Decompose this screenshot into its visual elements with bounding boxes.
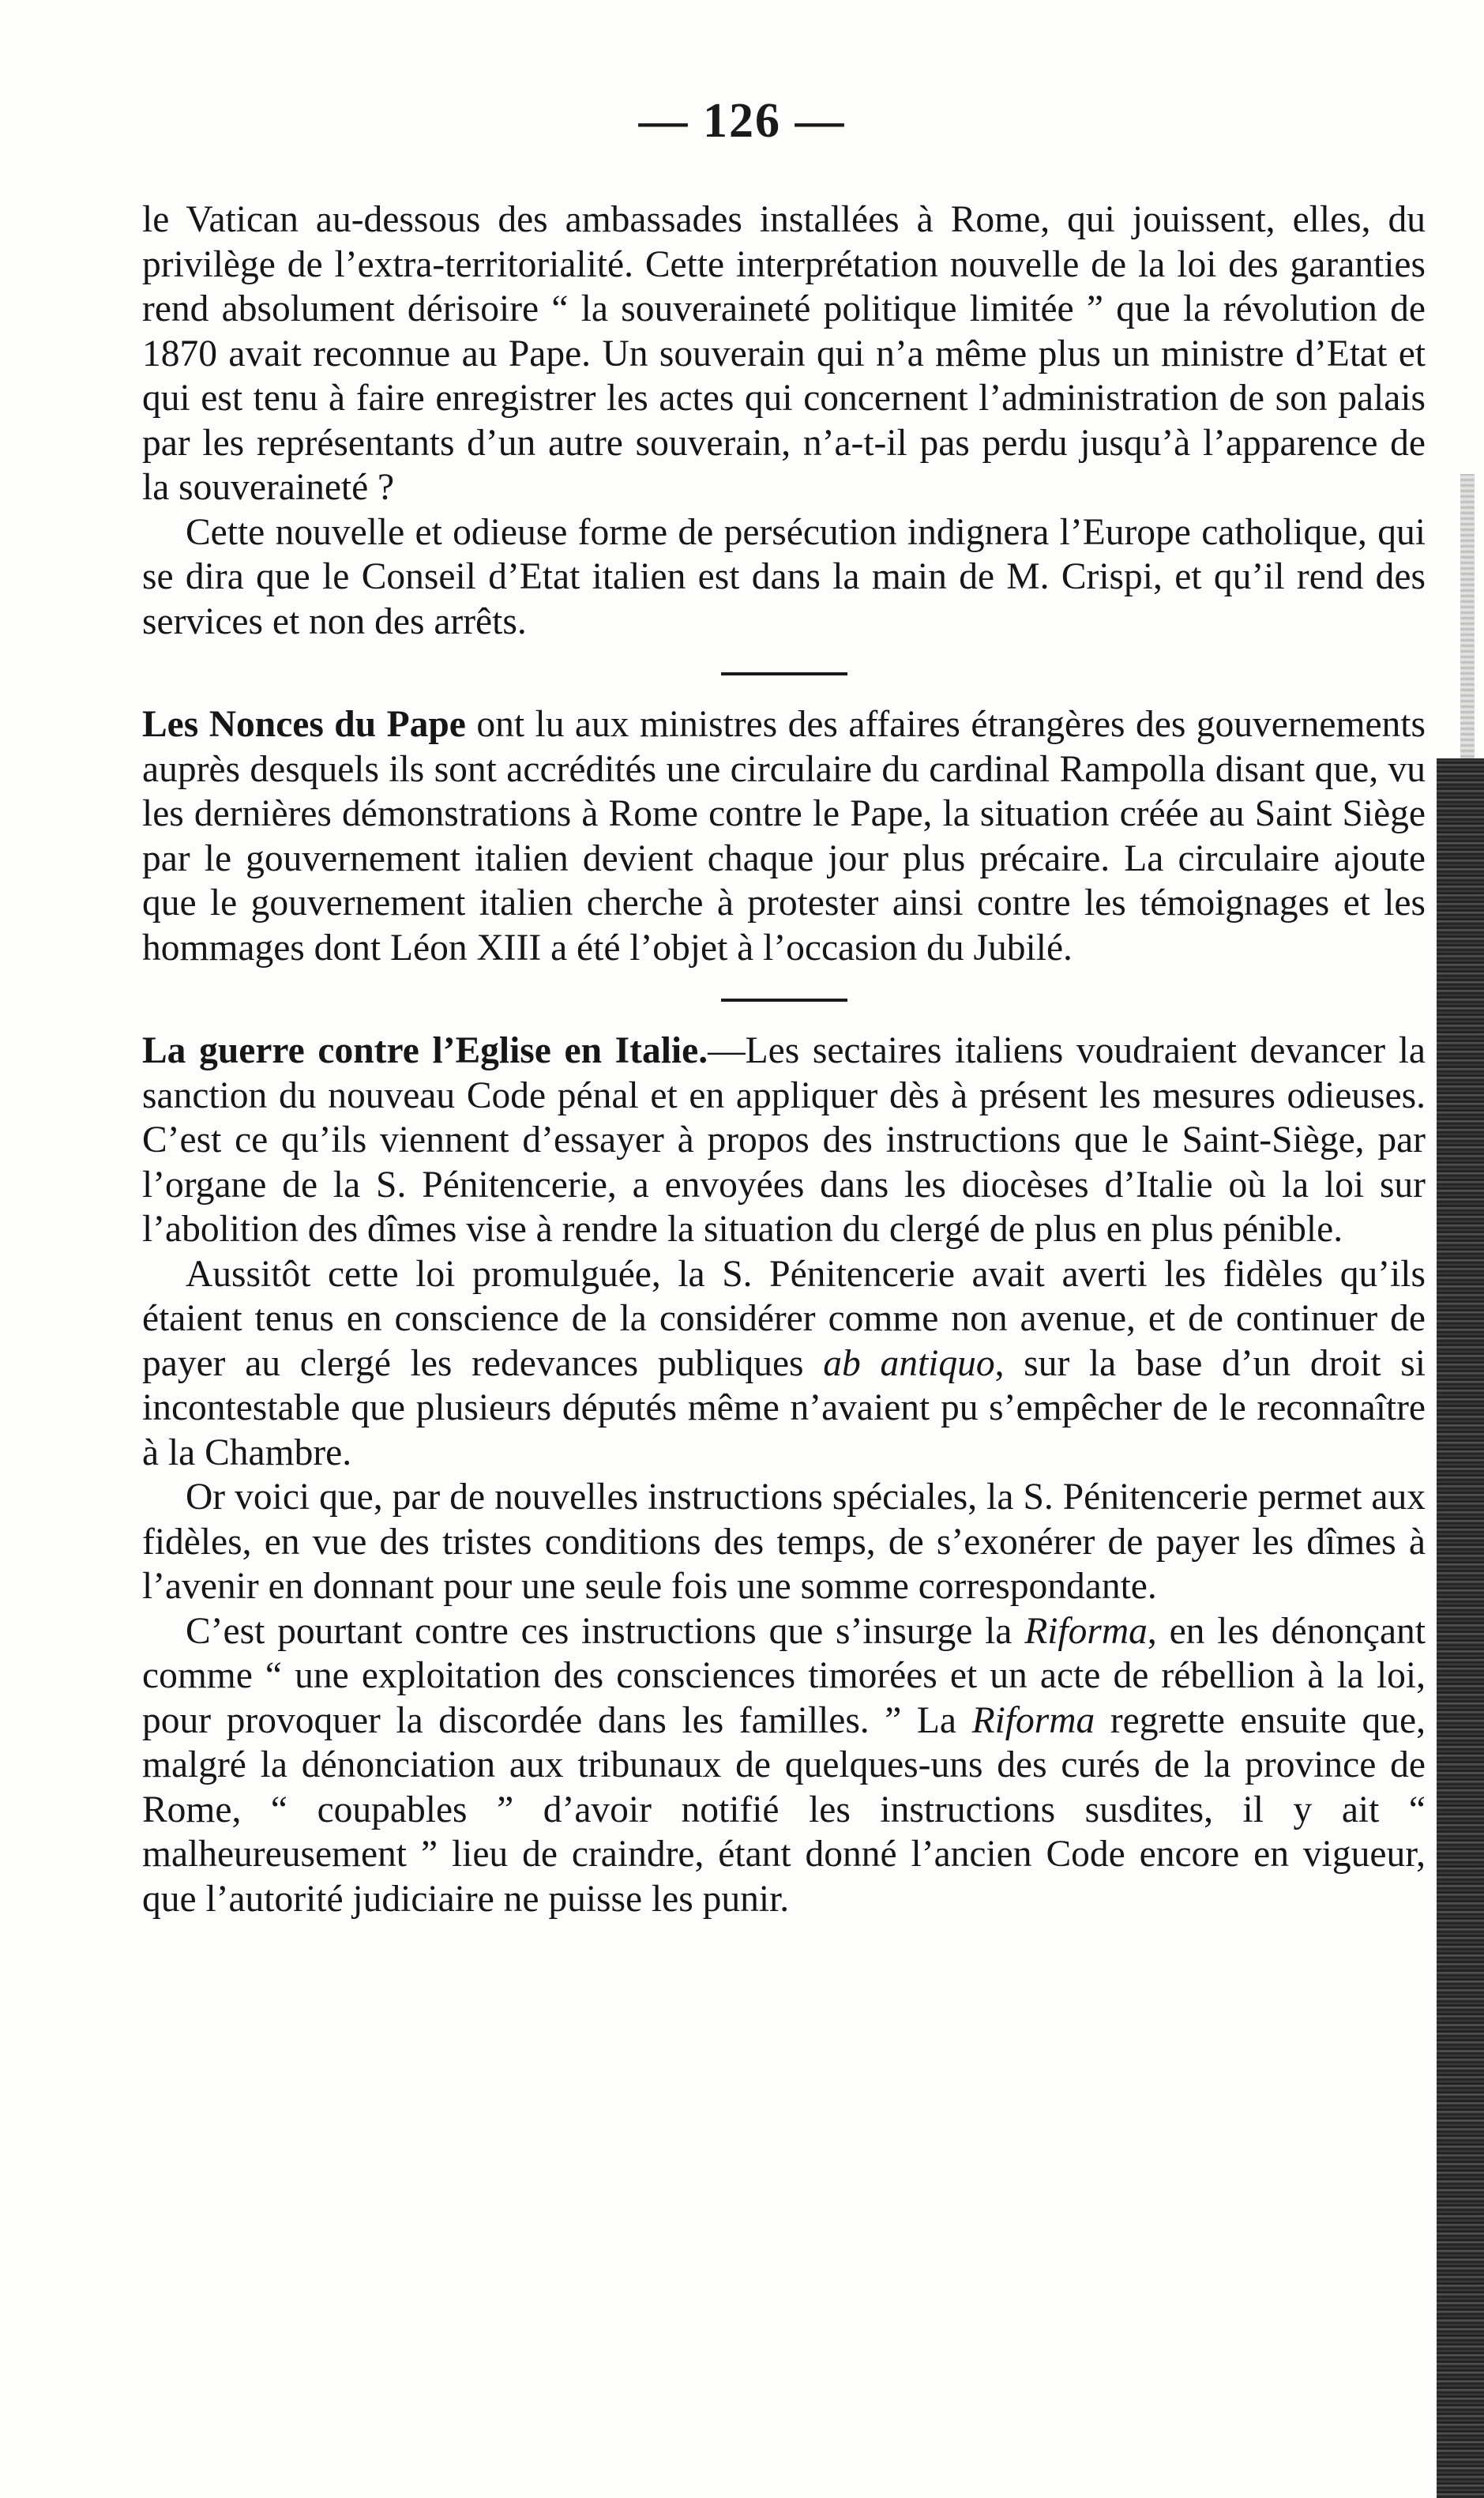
section-divider bbox=[721, 999, 847, 1002]
section-heading-guerre: La guerre contre l’Eglise en Italie. bbox=[142, 1030, 708, 1071]
paragraph-riforma-text-a: C’est pourtant contre ces instructions que s’insurge la bbox=[186, 1610, 1025, 1652]
paragraph-penitencerie-text-b: , sur la base d’un droit si incontestable que plusieurs députés même n’avaient pu s’empêcher de le reconnaître à la Chambre. bbox=[142, 1342, 1426, 1473]
page-number: — 126 — bbox=[638, 94, 846, 148]
paragraph-riforma-text-c: regrette ensuite que, malgré la dénonciation aux tribunaux de quelques-uns des curés de la province de Rome, “ coupables ” d’avoir notifié les instructions susdites, il y ait “ malheureusement ” lieu de craindre, étant donné l’ancien Code encore en vigueur, que l’autorité judiciaire ne puisse les punir. bbox=[142, 1699, 1426, 1920]
paragraph-vatican: le Vatican au-dessous des ambassades installées à Rome, qui jouissent, elles, du privilège de l’extra-territorialité. Cette interprétation nouvelle de la loi des garanties rend absolument dérisoire “ la souveraineté politique limitée ” que la révolution de 1870 avait reconnue au Pape. Un souverain qui n’a même plus un ministre d’Etat et qui est tenu à faire enregistrer les actes qui concernent l’administration de son palais par les représentants d’un autre souverain, n’a-t-il pas perdu jusqu’à l’apparence de la souveraineté ? bbox=[142, 199, 1426, 508]
paragraph-guerre bbox=[142, 1029, 1426, 1252]
paragraph-riforma-text-b: , en les dénonçant comme “ une exploitation des consciences timorées et un acte de rébellion à la loi, pour provoquer la discordée dans les familles. ” La bbox=[142, 1610, 1426, 1741]
article-body bbox=[142, 198, 1426, 1921]
scan-edge-shadow bbox=[1460, 474, 1475, 758]
paragraph-riforma bbox=[142, 1609, 1426, 1922]
paragraph-nonces-text: ont lu aux ministres des affaires étrangères des gouvernements auprès desquels ils sont accrédités une circulaire du cardinal Rampolla disant que, vu les dernières démonstrations à Rome contre le Pape, la situation créée au Saint Siège par le gouvernement italien devient chaque jour plus précaire. La circulaire ajoute que le gouvernement italien cherche à protester ainsi contre les témoignages et les hommages dont Léon XIII a été l’objet à l’occasion du Jubilé. bbox=[142, 704, 1426, 969]
paragraph-nonces bbox=[142, 702, 1426, 970]
newspaper-title: Riforma bbox=[1024, 1610, 1148, 1652]
paragraph-persecution: Cette nouvelle et odieuse forme de persécution indignera l’Europe catholique, qui se dira que le Conseil d’Etat italien est dans la main de M. Crispi, et qu’il rend des services et non des arrêts. bbox=[142, 511, 1426, 642]
paragraph-instructions: Or voici que, par de nouvelles instructions spéciales, la S. Pénitencerie permet aux fidèles, en vue des tristes conditions des temps, de s’exonérer de payer les dîmes à l’avenir en donnant pour une seule fois une somme correspondante. bbox=[142, 1477, 1426, 1607]
newspaper-title: Riforma bbox=[971, 1699, 1095, 1741]
book-spine-edge bbox=[1437, 758, 1484, 2498]
paragraph-penitencerie bbox=[142, 1252, 1426, 1476]
section-heading-nonces: Les Nonces du Pape bbox=[142, 704, 466, 745]
section-divider bbox=[721, 672, 847, 675]
latin-phrase: ab antiquo bbox=[823, 1342, 995, 1384]
paragraph-penitencerie-text-a: Aussitôt cette loi promulguée, la S. Pénitencerie avait averti les fidèles qu’ils étaient tenus en conscience de la considérer comme non avenue, et de continuer de payer au clergé les redevances publiques bbox=[142, 1253, 1426, 1384]
paragraph-guerre-text: —Les sectaires italiens voudraient devancer la sanction du nouveau Code pénal et en appliquer dès à présent les mesures odieuses. C’est ce qu’ils viennent d’essayer à propos des instructions que le Saint-Siège, par l’organe de la S. Pénitencerie, a envoyées dans les diocèses d’Italie où la loi sur l’abolition des dîmes vise à rendre la situation du clergé de plus en plus pénible. bbox=[142, 1030, 1426, 1250]
